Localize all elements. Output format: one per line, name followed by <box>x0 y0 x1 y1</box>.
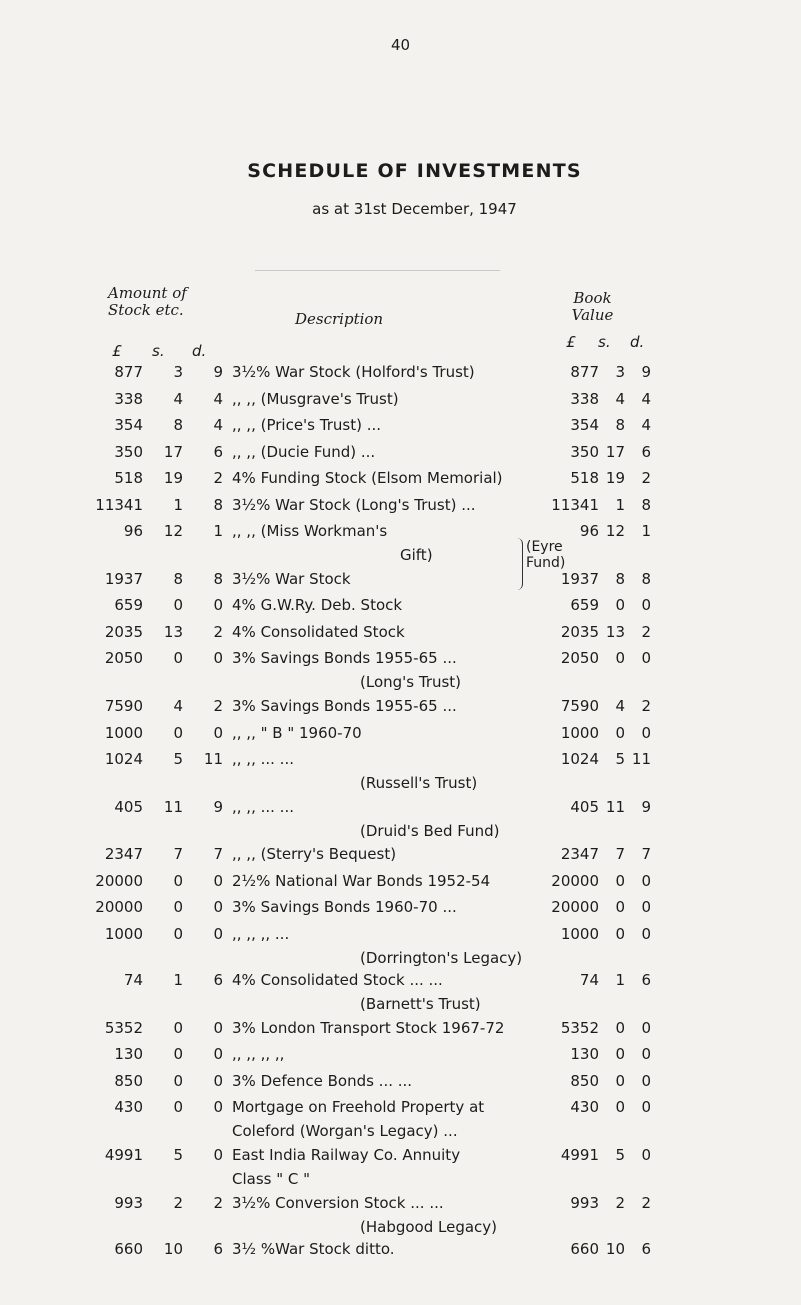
book-pence-cell: 0 <box>641 1098 651 1116</box>
description-continuation: (Barnett's Trust) <box>360 995 481 1013</box>
book-shillings-cell: 8 <box>615 416 625 434</box>
book-pounds-cell: 20000 <box>551 898 599 916</box>
amount-pounds-cell: 2347 <box>104 845 143 863</box>
amount-shillings-cell: 19 <box>163 469 183 487</box>
book-shillings-cell: 1 <box>615 971 625 989</box>
amount-shillings-cell: 5 <box>173 1146 183 1164</box>
book-pence-cell: 4 <box>641 416 651 434</box>
table-row <box>0 695 801 717</box>
table-row <box>0 520 801 542</box>
amount-pence-cell: 0 <box>213 1146 223 1164</box>
amount-shillings-cell: 0 <box>173 1072 183 1090</box>
amount-shillings-cell: 13 <box>163 623 183 641</box>
description-continuation: (Dorrington's Legacy) <box>360 949 523 967</box>
book-shillings-cell: 0 <box>615 1045 625 1063</box>
book-pence-cell: 2 <box>641 623 651 641</box>
amount-pence-cell: 2 <box>213 623 223 641</box>
description-cell: 4% Funding Stock (Elsom Memorial) <box>232 469 503 487</box>
amount-pence-cell: 0 <box>213 1072 223 1090</box>
description-cell: ,, ,, ... ... <box>232 798 294 816</box>
amount-shillings-cell: 0 <box>173 596 183 614</box>
book-shillings-cell: 0 <box>615 898 625 916</box>
book-shillings-cell: 0 <box>615 1098 625 1116</box>
amount-pounds-cell: 130 <box>114 1045 143 1063</box>
book-pounds-cell: 405 <box>570 798 599 816</box>
book-pence-cell: 6 <box>641 443 651 461</box>
book-pounds-cell: 659 <box>570 596 599 614</box>
book-pounds-cell: 354 <box>570 416 599 434</box>
amount-pounds-cell: 20000 <box>95 898 143 916</box>
book-pounds-cell: 660 <box>570 1240 599 1258</box>
description-cell: 3% London Transport Stock 1967-72 <box>232 1019 505 1037</box>
description-continuation: Coleford (Worgan's Legacy) ... <box>232 1122 458 1140</box>
amount-shillings-cell: 4 <box>173 390 183 408</box>
amount-pence-cell: 2 <box>213 697 223 715</box>
table-row <box>0 969 801 991</box>
book-pence-cell: 2 <box>641 469 651 487</box>
amount-shillings-unit: s. <box>152 342 165 360</box>
amount-pounds-cell: 11341 <box>95 496 143 514</box>
book-pounds-cell: 5352 <box>560 1019 599 1037</box>
description-continuation: (Druid's Bed Fund) <box>360 822 500 840</box>
table-row <box>0 870 801 892</box>
amount-pounds-cell: 1937 <box>104 570 143 588</box>
amount-shillings-cell: 2 <box>173 1194 183 1212</box>
book-shillings-cell: 13 <box>605 623 625 641</box>
book-pounds-cell: 993 <box>570 1194 599 1212</box>
table-row <box>0 896 801 918</box>
table-row <box>0 1238 801 1260</box>
amount-pounds-cell: 4991 <box>104 1146 143 1164</box>
amount-pounds-cell: 1024 <box>104 750 143 768</box>
amount-shillings-cell: 0 <box>173 898 183 916</box>
book-pounds-cell: 20000 <box>551 872 599 890</box>
table-row <box>0 494 801 516</box>
book-pence-cell: 9 <box>641 798 651 816</box>
book-shillings-cell: 0 <box>615 596 625 614</box>
book-pounds-cell: 1000 <box>560 724 599 742</box>
table-row <box>0 647 801 669</box>
amount-pence-cell: 0 <box>213 1098 223 1116</box>
book-pounds-cell: 130 <box>570 1045 599 1063</box>
amount-pounds-cell: 7590 <box>104 697 143 715</box>
book-pence-cell: 0 <box>641 596 651 614</box>
amount-shillings-cell: 0 <box>173 649 183 667</box>
book-pence-cell: 0 <box>641 1146 651 1164</box>
amount-header <box>108 285 187 319</box>
divider <box>255 270 500 271</box>
amount-shillings-cell: 1 <box>173 971 183 989</box>
amount-pence-cell: 11 <box>203 750 223 768</box>
amount-pounds-cell: 993 <box>114 1194 143 1212</box>
amount-pence-cell: 4 <box>213 416 223 434</box>
amount-pounds-cell: 659 <box>114 596 143 614</box>
amount-shillings-cell: 5 <box>173 750 183 768</box>
table-row <box>0 361 801 383</box>
table-row <box>0 594 801 616</box>
amount-pence-cell: 7 <box>213 845 223 863</box>
amount-shillings-cell: 0 <box>173 1019 183 1037</box>
description-cell: ,, ,, ... ... <box>232 750 294 768</box>
book-header-line2: Value <box>571 306 614 324</box>
book-shillings-cell: 0 <box>615 649 625 667</box>
amount-pence-cell: 8 <box>213 570 223 588</box>
amount-shillings-cell: 10 <box>163 1240 183 1258</box>
description-cell: 4% G.W.Ry. Deb. Stock <box>232 596 403 614</box>
amount-pence-cell: 0 <box>213 724 223 742</box>
amount-pounds-cell: 354 <box>114 416 143 434</box>
book-shillings-cell: 4 <box>615 390 625 408</box>
book-pence-cell: 2 <box>641 697 651 715</box>
book-pounds-unit: £ <box>566 333 576 351</box>
table-row <box>0 467 801 489</box>
description-cell: 4% Consolidated Stock <box>232 623 405 641</box>
table-row <box>0 1070 801 1092</box>
book-pence-cell: 0 <box>641 1019 651 1037</box>
amount-pounds-cell: 850 <box>114 1072 143 1090</box>
amount-shillings-cell: 8 <box>173 570 183 588</box>
amount-pence-cell: 6 <box>213 1240 223 1258</box>
table-row <box>0 441 801 463</box>
book-pence-cell: 7 <box>641 845 651 863</box>
book-pounds-cell: 350 <box>570 443 599 461</box>
book-pounds-cell: 1024 <box>560 750 599 768</box>
book-shillings-cell: 0 <box>615 1019 625 1037</box>
description-cell: 3% Savings Bonds 1955-65 ... <box>232 697 457 715</box>
amount-pounds-cell: 20000 <box>95 872 143 890</box>
amount-pence-cell: 0 <box>213 1045 223 1063</box>
amount-pounds-cell: 96 <box>123 522 143 540</box>
amount-header-line1: Amount of <box>108 284 187 302</box>
book-pounds-cell: 338 <box>570 390 599 408</box>
amount-pounds-cell: 5352 <box>104 1019 143 1037</box>
description-cell: ,, ,, " B " 1960-70 <box>232 724 362 742</box>
book-shillings-cell: 11 <box>605 798 625 816</box>
book-pounds-cell: 74 <box>579 971 599 989</box>
amount-pence-cell: 6 <box>213 971 223 989</box>
amount-shillings-cell: 0 <box>173 1045 183 1063</box>
book-shillings-cell: 7 <box>615 845 625 863</box>
amount-pounds-cell: 1000 <box>104 724 143 742</box>
table-row <box>0 1017 801 1039</box>
eyre-fund-line2: Fund) <box>526 555 566 571</box>
table-row <box>0 796 801 818</box>
amount-shillings-cell: 0 <box>173 1098 183 1116</box>
book-pounds-cell: 96 <box>579 522 599 540</box>
book-pence-cell: 9 <box>641 363 651 381</box>
page-subtitle: as at 31st December, 1947 <box>312 200 517 218</box>
amount-pounds-cell: 338 <box>114 390 143 408</box>
table-row <box>0 388 801 410</box>
book-pence-cell: 6 <box>641 971 651 989</box>
book-shillings-cell: 1 <box>615 496 625 514</box>
table-row <box>0 923 801 945</box>
description-cell: ,, ,, (Price's Trust) ... <box>232 416 382 434</box>
book-pounds-cell: 518 <box>570 469 599 487</box>
book-pence-cell: 8 <box>641 496 651 514</box>
description-continuation: Gift) <box>400 546 433 564</box>
amount-pounds-cell: 405 <box>114 798 143 816</box>
book-pounds-cell: 2035 <box>560 623 599 641</box>
description-cell: ,, ,, (Miss Workman's <box>232 522 388 540</box>
table-row <box>0 568 801 590</box>
description-cell: ,, ,, (Sterry's Bequest) <box>232 845 397 863</box>
book-shillings-cell: 12 <box>605 522 625 540</box>
book-shillings-cell: 19 <box>605 469 625 487</box>
book-shillings-cell: 4 <box>615 697 625 715</box>
book-pence-cell: 0 <box>641 925 651 943</box>
book-header-line1: Book <box>573 289 612 307</box>
book-pounds-cell: 850 <box>570 1072 599 1090</box>
amount-pence-cell: 0 <box>213 1019 223 1037</box>
book-pence-cell: 0 <box>641 724 651 742</box>
description-cell: 2½% National War Bonds 1952-54 <box>232 872 491 890</box>
amount-pence-cell: 9 <box>213 363 223 381</box>
amount-pence-cell: 0 <box>213 925 223 943</box>
book-pence-cell: 0 <box>641 898 651 916</box>
amount-shillings-cell: 0 <box>173 872 183 890</box>
amount-shillings-cell: 0 <box>173 925 183 943</box>
amount-shillings-cell: 0 <box>173 724 183 742</box>
amount-shillings-cell: 1 <box>173 496 183 514</box>
amount-pence-cell: 9 <box>213 798 223 816</box>
amount-shillings-cell: 11 <box>163 798 183 816</box>
table-row <box>0 748 801 770</box>
book-shillings-unit: s. <box>598 333 611 351</box>
book-shillings-cell: 0 <box>615 925 625 943</box>
amount-pence-cell: 8 <box>213 496 223 514</box>
table-row <box>0 621 801 643</box>
table-row <box>0 1192 801 1214</box>
description-cell: 4% Consolidated Stock ... ... <box>232 971 443 989</box>
amount-shillings-cell: 3 <box>173 363 183 381</box>
amount-pounds-cell: 877 <box>114 363 143 381</box>
book-pounds-cell: 1937 <box>560 570 599 588</box>
book-value-header <box>555 290 630 324</box>
description-cell: Mortgage on Freehold Property at <box>232 1098 485 1116</box>
amount-shillings-cell: 4 <box>173 697 183 715</box>
book-shillings-cell: 17 <box>605 443 625 461</box>
amount-shillings-cell: 7 <box>173 845 183 863</box>
book-shillings-cell: 2 <box>615 1194 625 1212</box>
book-pence-cell: 0 <box>641 649 651 667</box>
book-pounds-cell: 430 <box>570 1098 599 1116</box>
book-pence-cell: 2 <box>641 1194 651 1212</box>
book-pounds-cell: 877 <box>570 363 599 381</box>
book-pounds-cell: 2050 <box>560 649 599 667</box>
amount-pence-cell: 0 <box>213 596 223 614</box>
book-shillings-cell: 3 <box>615 363 625 381</box>
description-cell: 3% Defence Bonds ... ... <box>232 1072 413 1090</box>
amount-pence-cell: 6 <box>213 443 223 461</box>
description-cell: 3% Savings Bonds 1955-65 ... <box>232 649 457 667</box>
description-continuation: (Russell's Trust) <box>360 774 478 792</box>
table-row <box>0 1144 801 1166</box>
table-row <box>0 1096 801 1118</box>
amount-shillings-cell: 8 <box>173 416 183 434</box>
amount-pounds-cell: 430 <box>114 1098 143 1116</box>
amount-pence-cell: 2 <box>213 1194 223 1212</box>
description-cell: 3½ %War Stock ditto. <box>232 1240 395 1258</box>
table-row <box>0 722 801 744</box>
description-continuation: (Long's Trust) <box>360 673 462 691</box>
book-pence-cell: 0 <box>641 872 651 890</box>
book-shillings-cell: 5 <box>615 1146 625 1164</box>
amount-pence-cell: 2 <box>213 469 223 487</box>
page-number: 40 <box>390 36 411 54</box>
book-pence-unit: d. <box>630 333 645 351</box>
page-title: SCHEDULE OF INVESTMENTS <box>247 160 582 182</box>
eyre-fund-line1: (Eyre <box>526 539 563 555</box>
description-cell: ,, ,, ,, ... <box>232 925 290 943</box>
book-shillings-cell: 0 <box>615 1072 625 1090</box>
book-pounds-cell: 11341 <box>551 496 599 514</box>
amount-pence-cell: 0 <box>213 872 223 890</box>
description-continuation: (Habgood Legacy) <box>360 1218 498 1236</box>
book-pence-cell: 4 <box>641 390 651 408</box>
table-row <box>0 1043 801 1065</box>
amount-pounds-cell: 660 <box>114 1240 143 1258</box>
description-cell: 3½% War Stock <box>232 570 351 588</box>
description-cell: 3½% War Stock (Long's Trust) ... <box>232 496 476 514</box>
amount-pounds-cell: 74 <box>123 971 143 989</box>
book-pounds-cell: 1000 <box>560 925 599 943</box>
description-cell: 3½% Conversion Stock ... ... <box>232 1194 444 1212</box>
amount-pence-cell: 0 <box>213 898 223 916</box>
amount-pounds-cell: 518 <box>114 469 143 487</box>
amount-pence-cell: 0 <box>213 649 223 667</box>
amount-pounds-unit: £ <box>112 342 122 360</box>
book-pence-cell: 8 <box>641 570 651 588</box>
book-pence-cell: 11 <box>631 750 651 768</box>
amount-pounds-cell: 2050 <box>104 649 143 667</box>
table-row <box>0 414 801 436</box>
amount-shillings-cell: 17 <box>163 443 183 461</box>
amount-pence-cell: 4 <box>213 390 223 408</box>
table-row <box>0 843 801 865</box>
book-shillings-cell: 5 <box>615 750 625 768</box>
book-pence-cell: 0 <box>641 1045 651 1063</box>
book-shillings-cell: 0 <box>615 872 625 890</box>
description-continuation: Class " C " <box>232 1170 311 1188</box>
description-cell: ,, ,, (Ducie Fund) ... <box>232 443 376 461</box>
book-pence-cell: 0 <box>641 1072 651 1090</box>
amount-header-line2: Stock etc. <box>108 301 184 319</box>
amount-pence-cell: 1 <box>213 522 223 540</box>
amount-pounds-cell: 1000 <box>104 925 143 943</box>
description-cell: 3½% War Stock (Holford's Trust) <box>232 363 475 381</box>
book-shillings-cell: 8 <box>615 570 625 588</box>
amount-pounds-cell: 350 <box>114 443 143 461</box>
book-pence-cell: 6 <box>641 1240 651 1258</box>
description-cell: ,, ,, (Musgrave's Trust) <box>232 390 399 408</box>
amount-pounds-cell: 2035 <box>104 623 143 641</box>
description-cell: East India Railway Co. Annuity <box>232 1146 461 1164</box>
book-pounds-cell: 4991 <box>560 1146 599 1164</box>
book-shillings-cell: 10 <box>605 1240 625 1258</box>
description-cell: 3% Savings Bonds 1960-70 ... <box>232 898 457 916</box>
amount-shillings-cell: 12 <box>163 522 183 540</box>
description-header: Description <box>295 310 384 328</box>
book-pence-cell: 1 <box>641 522 651 540</box>
book-pounds-cell: 2347 <box>560 845 599 863</box>
book-pounds-cell: 7590 <box>560 697 599 715</box>
description-cell: ,, ,, ,, ,, <box>232 1045 285 1063</box>
book-shillings-cell: 0 <box>615 724 625 742</box>
amount-pence-unit: d. <box>192 342 207 360</box>
